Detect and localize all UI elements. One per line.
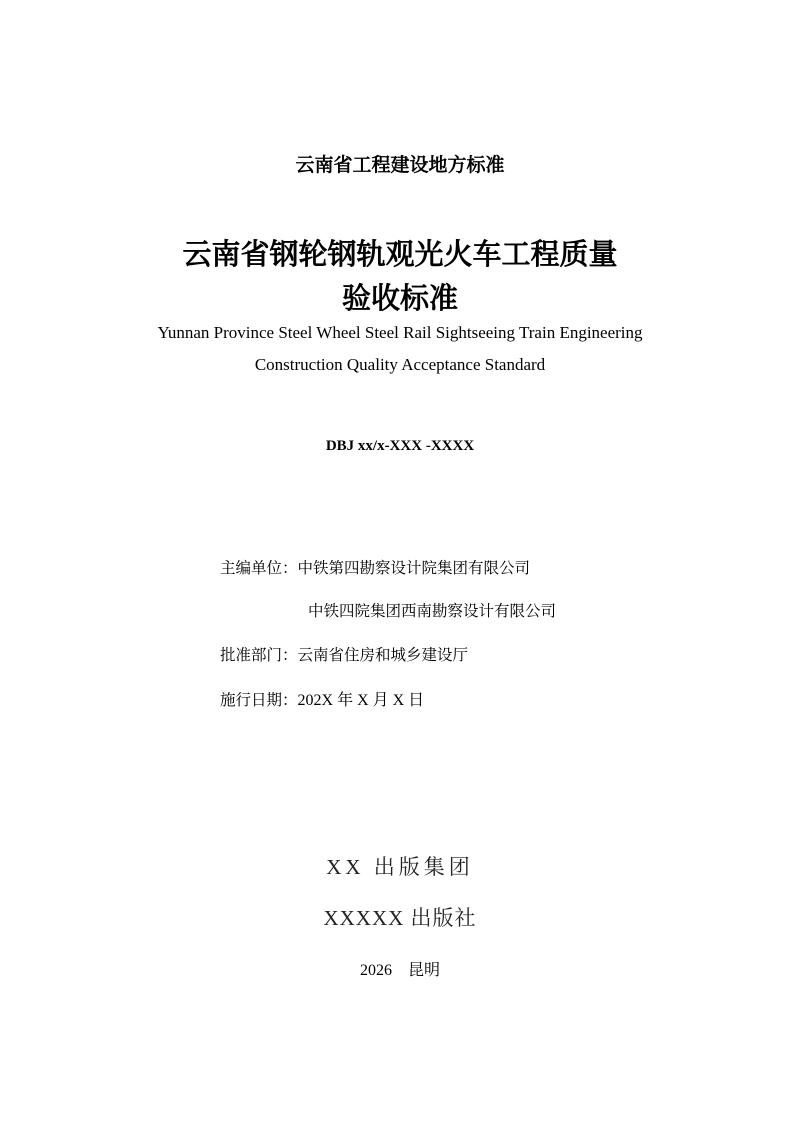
publisher-group: XX 出版集团 [326, 855, 474, 879]
english-title-line-2: Construction Quality Acceptance Standard [254, 355, 546, 374]
approver-row [220, 643, 468, 665]
effective-date: 202X 年 X 月 X 日 [297, 692, 425, 709]
editor-1: 中铁第四勘察设计院集团有限公司 [297, 559, 531, 577]
approver: 云南省住房和城乡建设厅 [297, 646, 469, 664]
title-line-1: 云南省钢轮钢轨观光火车工程质量 [182, 237, 618, 271]
publication-city: 昆明 [407, 960, 440, 979]
publication-info [0, 957, 800, 980]
title-line-2: 验收标准 [341, 281, 458, 315]
editor-row [220, 556, 530, 578]
english-title-line-1: Yunnan Province Steel Wheel Steel Rail Sightseeing Train Engineering [157, 323, 643, 342]
approver-label: 批准部门： [220, 646, 298, 664]
standard-series: 云南省工程建设地方标准 [295, 154, 505, 176]
publication-year: 2026 [359, 962, 392, 979]
editor-label: 主编单位： [220, 559, 298, 577]
date-row [220, 687, 424, 710]
editor-2: 中铁四院集团西南勘察设计有限公司 [308, 602, 557, 620]
date-label: 施行日期： [220, 691, 298, 709]
standard-code: DBJ xx/x-XXX -XXXX [325, 438, 475, 454]
publisher-press: XXXXX 出版社 [323, 906, 477, 930]
